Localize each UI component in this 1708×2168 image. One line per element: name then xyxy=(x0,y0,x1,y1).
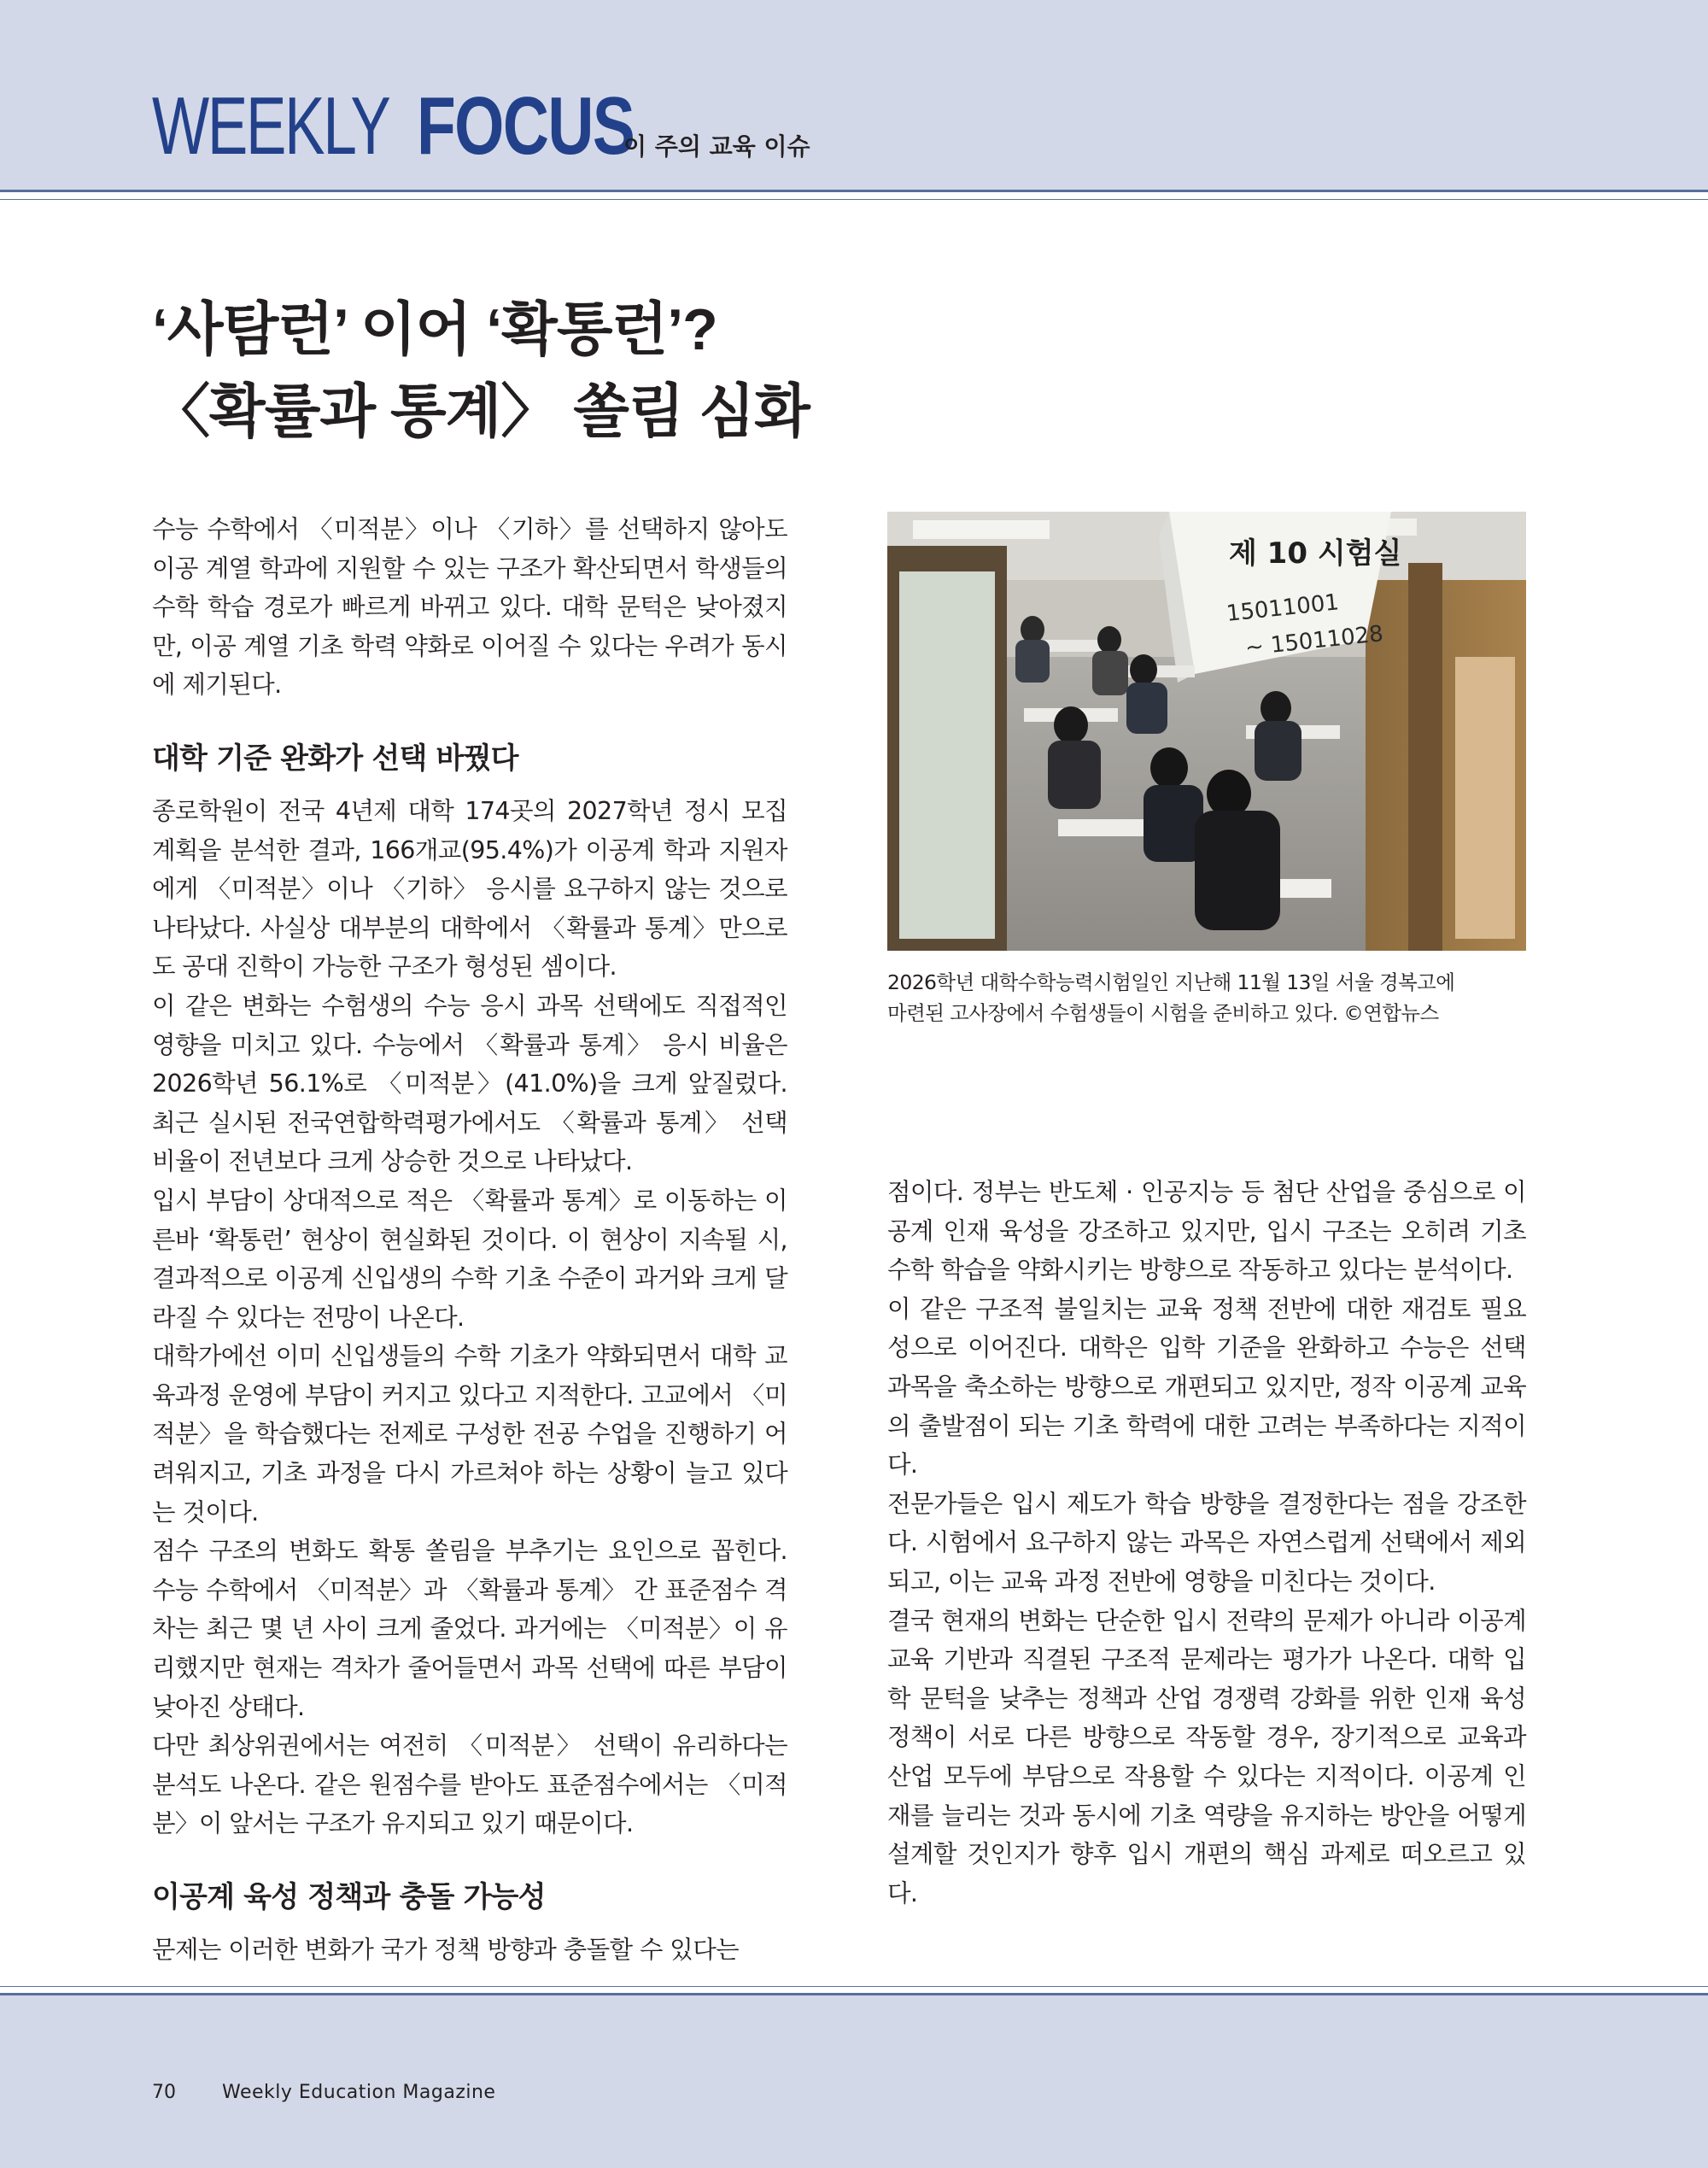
paragraph: 다만 최상위권에서는 여전히 〈미적분〉 선택이 유리하다는 분석도 나온다. 같은 원점수를 받아도 표준점수에서는 〈미적분〉이 앞서는 구조가 유지되고 있기 때문이다. xyxy=(152,1731,787,1838)
sign-room-number: 제 10 시험실 xyxy=(1229,536,1402,571)
paragraph: 대학가에선 이미 신입생들의 수학 기초가 약화되면서 대학 교육과정 운영에 부담이 커지고 있다고 지적한다. 고교에서 〈미적분〉을 학습했다는 전제로 구성한 전공 수업을 진행하기 어려워지고, 기초 과정을 다시 가르쳐야 하는 상황이 늘고 있다는 것이다. xyxy=(152,1342,787,1526)
paragraph: 점이다. 정부는 반도체 · 인공지능 등 첨단 산업을 중심으로 이공계 인재 육성을 강조하고 있지만, 입시 구조는 오히려 기초 수학 학습을 약화시키는 방향으로 작동하고 있다는 분석이다. xyxy=(887,1178,1526,1285)
article-headline xyxy=(152,289,1091,453)
caption-line-1: 2026학년 대학수학능력시험일인 지난해 11월 13일 서울 경복고에 xyxy=(887,970,1455,994)
brand-logo xyxy=(152,73,664,172)
paragraph: 전문가들은 입시 제도가 학습 방향을 결정한다는 점을 강조한다. 시험에서 요구하지 않는 과목은 자연스럽게 선택에서 제외되고, 이는 교육 과정 전반에 영향을 미친다는 것이다. xyxy=(887,1489,1526,1596)
paragraph: 이 같은 구조적 불일치는 교육 정책 전반에 대한 재검토 필요성으로 이어진다. 대학은 입학 기준을 완화하고 수능은 선택 과목을 축소하는 방향으로 개편되고 있지만, 정작 이공계 교육의 출발점이 되는 기초 학력에 대한 고려는 부족하다는 지적이다. xyxy=(887,1294,1526,1480)
section-subtitle: 이 주의 교육 이슈 xyxy=(623,132,810,161)
article-column-right xyxy=(887,1173,1526,1913)
paragraph: 결국 현재의 변화는 단순한 입시 전략의 문제가 아니라 이공계 교육 기반과 직결된 구조적 문제라는 평가가 나온다. 대학 입학 문턱을 낮추는 정책과 산업 경쟁력 강화를 위한 인재 육성 정책이 서로 다른 방향으로 작동할 경우, 장기적으로 교육과 산업 모두에 부담으로 작용할 수 있다는 지적이다. 이공계 인재를 늘리는 것과 동시에 기초 역량을 유지하는 방안을 어떻게 설계할 것인지가 향후 입시 개편의 핵심 과제로 떠오르고 있다. xyxy=(887,1606,1526,1907)
headline-line-1: ‘사탐런’ 이어 ‘확통런’? xyxy=(152,297,717,362)
caption-line-2: 마련된 고사장에서 수험생들이 시험을 준비하고 있다. ©연합뉴스 xyxy=(887,1001,1439,1025)
header-rule xyxy=(0,190,1708,192)
sign-range-start: 15011001 xyxy=(1225,589,1341,627)
photo-caption xyxy=(887,967,1536,1028)
section-heading-2: 이공계 육성 정책과 충돌 가능성 xyxy=(152,1880,546,1914)
page-number: 70 xyxy=(152,2082,176,2103)
sign-range-end: ~ 15011028 xyxy=(1243,621,1385,661)
headline-line-2: 〈확률과 통계〉 쏠림 심화 xyxy=(152,379,810,444)
magazine-name: Weekly Education Magazine xyxy=(222,2082,496,2103)
footer-rule-thin xyxy=(0,1986,1708,1987)
brand-weekly: WEEKLY xyxy=(152,80,389,172)
header-rule-thin xyxy=(0,199,1708,200)
paragraph: 이 같은 변화는 수험생의 수능 응시 과목 선택에도 직접적인 영향을 미치고 있다. 수능에서 〈확률과 통계〉 응시 비율은 2026학년 56.1%로 〈미적분〉(41.0%)을 크게 앞질렀다. 최근 실시된 전국연합학력평가에서도 〈확률과 통계〉 선택 비율이 전년보다 크게 상승한 것으로 나타났다. xyxy=(152,991,787,1176)
paragraph: 문제는 이러한 변화가 국가 정책 방향과 충돌할 수 있다는 xyxy=(152,1936,740,1964)
paragraph: 점수 구조의 변화도 확통 쏠림을 부추기는 요인으로 꼽힌다. 수능 수학에서 〈미적분〉과 〈확률과 통계〉 간 표준점수 격차는 최근 몇 년 사이 크게 줄었다. 과거에는 〈미적분〉이 유리했지만 현재는 격차가 줄어들면서 과목 선택에 따른 부담이 낮아진 상태다. xyxy=(152,1537,787,1721)
exam-room-photo xyxy=(887,512,1526,951)
paragraph: 종로학원이 전국 4년제 대학 174곳의 2027학년 정시 모집 계획을 분석한 결과, 166개교(95.4%)가 이공계 학과 지원자에게 〈미적분〉이나 〈기하〉 응시를 요구하지 않는 것으로 나타났다. 사실상 대부분의 대학에서 〈확률과 통계〉만으로도 공대 진학이 가능한 구조가 형성된 셈이다. xyxy=(152,796,787,981)
article-column-left xyxy=(152,510,787,1970)
paragraph: 입시 부담이 상대적으로 적은 〈확률과 통계〉로 이동하는 이른바 ‘확통런’ 현상이 현실화된 것이다. 이 현상이 지속될 시, 결과적으로 이공계 신입생의 수학 기초 수준이 과거와 크게 달라질 수 있다는 전망이 나온다. xyxy=(152,1186,787,1332)
section-heading-1: 대학 기준 완화가 선택 바꿨다 xyxy=(152,741,518,776)
article-lead: 수능 수학에서 〈미적분〉이나 〈기하〉를 선택하지 않아도 이공 계열 학과에 지원할 수 있는 구조가 확산되면서 학생들의 수학 학습 경로가 빠르게 바뀌고 있다. 대학 문턱은 낮아졌지만, 이공 계열 기초 학력 약화로 이어질 수 있다는 우려가 동시에 제기된다. xyxy=(152,515,787,700)
brand-focus: FOCUS xyxy=(417,80,635,172)
